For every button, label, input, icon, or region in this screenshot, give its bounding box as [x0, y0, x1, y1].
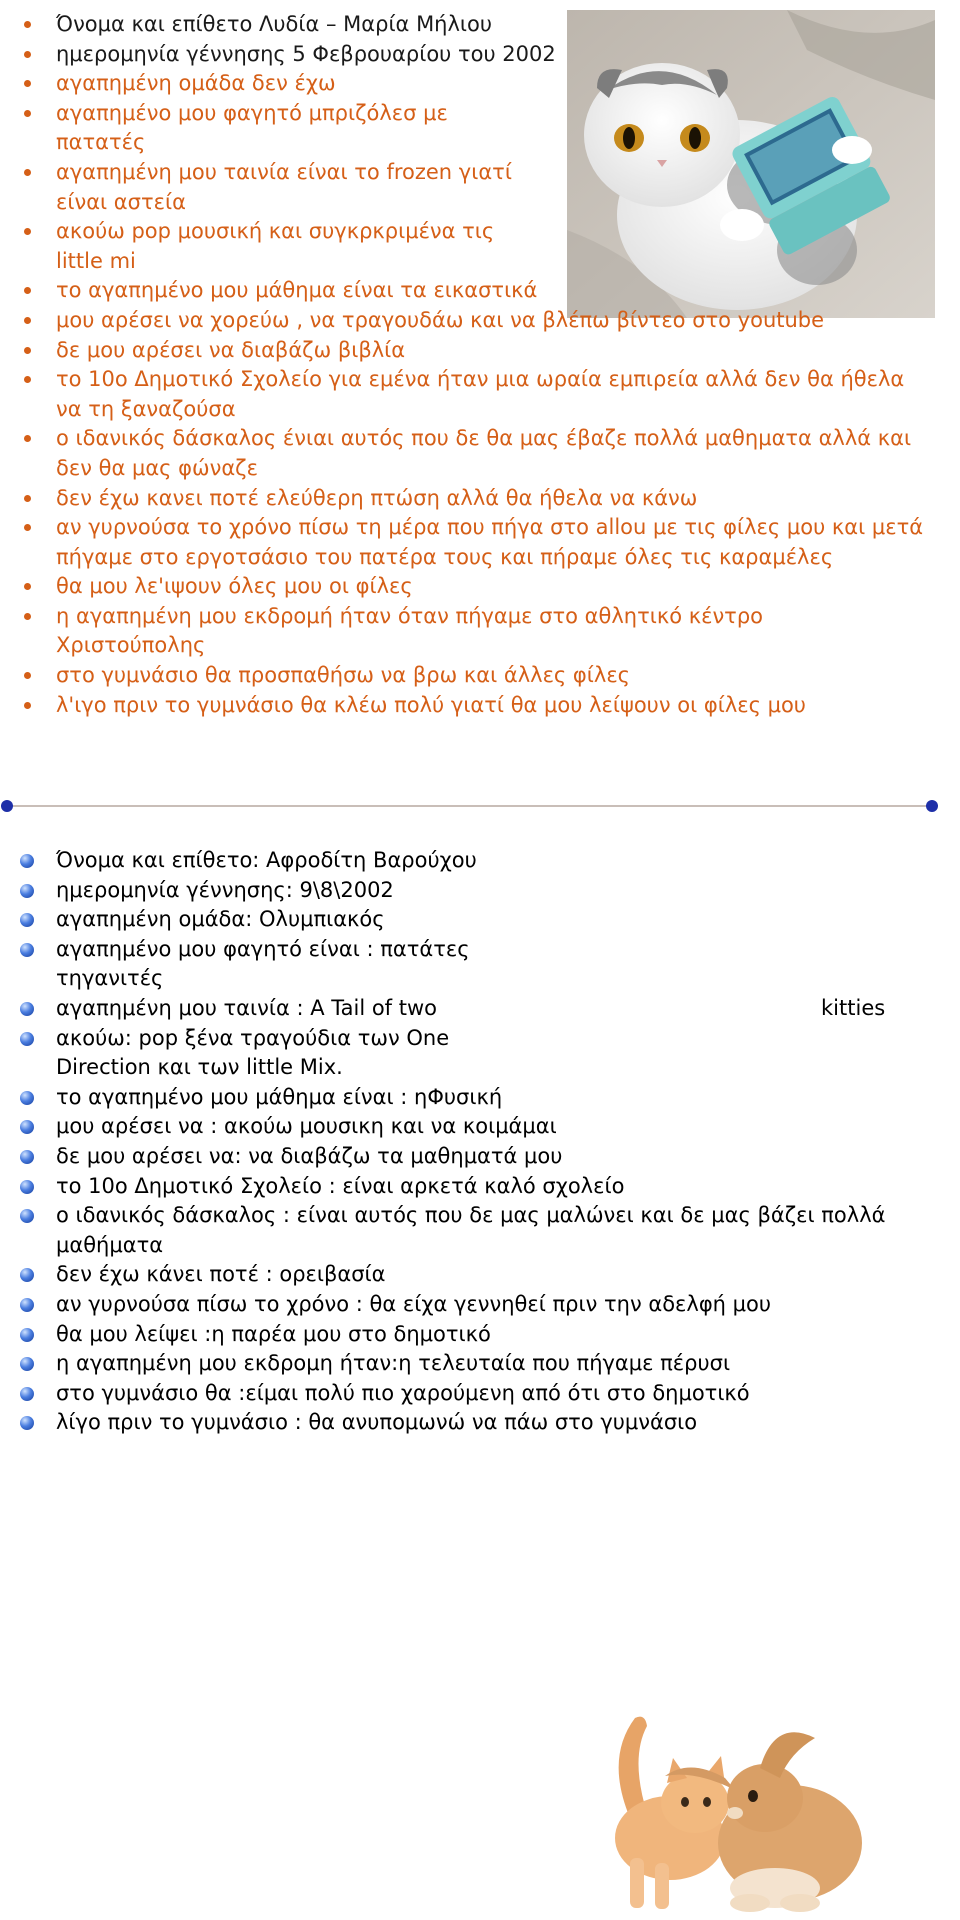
list-item	[0, 994, 960, 1024]
list-item	[0, 217, 960, 276]
list-item-text: δεν έχω κάνει ποτέ : ορειβασία	[56, 1262, 386, 1287]
bullet-dot-icon	[24, 21, 31, 28]
list-item-text: αγαπημένο μου φαγητό είναι : πατάτες τηγανιτές	[56, 936, 470, 991]
list-item-text: στο γυμνάσιο θα :είμαι πολύ πιο χαρούμενη από ότι στο δημοτικό	[56, 1380, 750, 1405]
section-divider	[0, 796, 960, 816]
blue-ball-bullet-icon	[20, 1328, 34, 1342]
list-item	[0, 1142, 960, 1172]
list-item-text: το 10ο Δημοτικό Σχολείο για εμένα ήταν μια ωραία εμπιρεία αλλά δεν θα ήθελα να τη ξαναζούσα	[56, 367, 905, 421]
list-item-text: αν γυρνούσα πίσω το χρόνο : θα είχα γεννηθεί πριν την αδελφή μου	[56, 1291, 772, 1316]
blue-ball-bullet-icon	[20, 1150, 34, 1164]
list-item	[0, 846, 960, 876]
list-item-text: θα μου λε'ιψουν όλες μου οι φίλες	[56, 574, 413, 599]
list-item	[0, 10, 960, 40]
list-item	[0, 905, 960, 935]
list-item-text: αγαπημένη μου ταινία είναι το frozen γιατί είναι αστεία	[56, 159, 512, 214]
bullet-dot-icon	[24, 287, 31, 294]
kitten-and-rabbit-photo	[575, 1698, 875, 1916]
list-item-text: η αγαπημένη μου εκδρομή ήταν όταν πήγαμε στο αθλητικό κέντρο Χριστούπολης	[56, 603, 763, 658]
blue-ball-bullet-icon	[20, 1120, 34, 1134]
list-item-text: το αγαπημένο μου μάθημα είναι : ηΦυσική	[56, 1084, 503, 1109]
blue-ball-bullet-icon	[20, 1002, 34, 1016]
list-item	[0, 1408, 960, 1438]
list-item-text: η αγαπημένη μου εκδρομη ήταν:η τελευταία που πήγαμε πέρυσι	[56, 1351, 731, 1376]
blue-ball-bullet-icon	[20, 1180, 34, 1194]
list-item	[0, 1112, 960, 1142]
list-item	[0, 661, 960, 691]
list-item-text: δεν έχω κανει ποτέ ελεύθερη πτώση αλλά θα ήθελα να κάνω	[56, 485, 698, 510]
list-item-text: ο ιδανικός δάσκαλος : είναι αυτός που δε μας μαλώνει και δε μας βάζει πολλά μαθήματα	[56, 1203, 886, 1257]
list-item-text: ημερομηνία γέννησης: 9\8\2002	[56, 877, 394, 902]
list-item	[0, 1172, 960, 1202]
list-item-text: αν γυρνούσα το χρόνο πίσω τη μέρα που πήγα στο allou με τις φίλες μου και μετά πήγαμε στο εργοτσάσιο του πατέρα τους και πήραμε όλες τις καραμέλες	[56, 515, 924, 569]
list-item-text: αγαπημένη μου ταινία : A Tail of two	[56, 995, 438, 1020]
list-item	[0, 424, 960, 483]
blue-ball-bullet-icon	[20, 1416, 34, 1430]
list-item	[0, 158, 960, 217]
list-item	[0, 1379, 960, 1409]
list-item	[0, 1320, 960, 1350]
list-item	[0, 1260, 960, 1290]
list-item	[0, 602, 960, 661]
profile-section-1	[0, 10, 960, 720]
list-item-text: αγαπημένη ομάδα: Ολυμπιακός	[56, 907, 385, 932]
pets-photo-illustration	[575, 1698, 875, 1916]
list-item-text: μου αρέσει να : ακούω μουσικη και να κοιμάμαι	[56, 1114, 557, 1139]
list-item	[0, 691, 960, 721]
list-item	[0, 1349, 960, 1379]
profile-section-2	[0, 846, 960, 1438]
movie-title-end: kitties	[821, 995, 886, 1020]
bullet-dot-icon	[24, 583, 31, 590]
list-item-text: αγαπημένο μου φαγητό μπριζόλεσ με πατατές	[56, 100, 448, 155]
list-item	[0, 1024, 960, 1083]
blue-ball-bullet-icon	[20, 884, 34, 898]
bullet-dot-icon	[24, 613, 31, 620]
divider-left-dot-icon	[1, 800, 13, 812]
profile-1-list	[0, 10, 960, 720]
list-item	[0, 876, 960, 906]
blue-ball-bullet-icon	[20, 854, 34, 868]
list-item	[0, 306, 960, 336]
blue-ball-bullet-icon	[20, 1357, 34, 1371]
bullet-dot-icon	[24, 376, 31, 383]
list-item-text: δε μου αρέσει να: να διαβάζω τα μαθηματά μου	[56, 1143, 563, 1168]
list-item-text: ακούω pop μουσική και συγκρκριμένα τις little mi	[56, 219, 495, 273]
list-item	[0, 365, 960, 424]
blue-ball-bullet-icon	[20, 1268, 34, 1282]
bullet-dot-icon	[24, 80, 31, 87]
list-item	[0, 935, 960, 994]
list-item-text: Όνομα και επίθετο Λυδία – Μαρία Μήλιου	[56, 12, 493, 36]
list-item-text: δε μου αρέσει να διαβάζω βιβλία	[56, 337, 406, 362]
blue-ball-bullet-icon	[20, 943, 34, 957]
list-item	[0, 336, 960, 366]
blue-ball-bullet-icon	[20, 1298, 34, 1312]
list-item	[0, 69, 960, 99]
list-item	[0, 1290, 960, 1320]
list-item-text: μου αρέσει να χορεύω , να τραγουδάω και να βλέπω βίντεο στο youtube	[56, 307, 825, 332]
blue-ball-bullet-icon	[20, 1091, 34, 1105]
list-item-text: θα μου λείψει :η παρέα μου στο δημοτικό	[56, 1321, 491, 1346]
list-item	[0, 40, 960, 70]
divider-right-dot-icon	[926, 800, 938, 812]
bullet-dot-icon	[24, 110, 31, 117]
list-item-text: στο γυμνάσιο θα προσπαθήσω να βρω και άλλες φίλες	[56, 663, 630, 688]
list-item	[0, 99, 960, 158]
blue-ball-bullet-icon	[20, 1387, 34, 1401]
bullet-dot-icon	[24, 228, 31, 235]
bullet-dot-icon	[24, 435, 31, 442]
list-item-text: ο ιδανικός δάσκαλος ένιαι αυτός που δε θα μας έβαζε πολλά μαθηματα αλλά και δεν θα μας φώναζε	[56, 426, 912, 480]
bullet-dot-icon	[24, 524, 31, 531]
bullet-dot-icon	[24, 317, 31, 324]
bullet-dot-icon	[24, 51, 31, 58]
list-item-text: το 10ο Δημοτικό Σχολείο : είναι αρκετά καλό σχολείο	[56, 1173, 625, 1198]
profile-2-list	[0, 846, 960, 1438]
list-item-text: το αγαπημένο μου μάθημα είναι τα εικαστικά	[56, 278, 538, 303]
list-item	[0, 1083, 960, 1113]
list-item-text: λίγο πριν το γυμνάσιο : θα ανυπομωνώ να πάω στο γυμνάσιο	[56, 1410, 698, 1435]
blue-ball-bullet-icon	[20, 913, 34, 927]
list-item	[0, 572, 960, 602]
list-item-text: ημερομηνία γέννησης 5 Φεβρουαρίου του 2002	[56, 41, 556, 66]
list-item-text: ακούω: pop ξένα τραγούδια των One Direction και των little Mix.	[56, 1025, 450, 1080]
list-item	[0, 513, 960, 572]
bullet-dot-icon	[24, 495, 31, 502]
list-item	[0, 1201, 960, 1260]
bullet-dot-icon	[24, 702, 31, 709]
bullet-dot-icon	[24, 169, 31, 176]
list-item-text: λ'ιγο πριν το γυμνάσιο θα κλέω πολύ γιατί θα μου λείψουν οι φίλες μου	[56, 692, 806, 717]
blue-ball-bullet-icon	[20, 1209, 34, 1223]
bullet-dot-icon	[24, 347, 31, 354]
divider-line	[0, 796, 960, 816]
bullet-dot-icon	[24, 672, 31, 679]
list-item-text: Όνομα και επίθετο: Αφροδίτη Βαρούχου	[56, 848, 477, 872]
blue-ball-bullet-icon	[20, 1032, 34, 1046]
list-item	[0, 276, 960, 306]
list-item	[0, 484, 960, 514]
list-item-text: αγαπημένη ομάδα δεν έχω	[56, 71, 336, 96]
